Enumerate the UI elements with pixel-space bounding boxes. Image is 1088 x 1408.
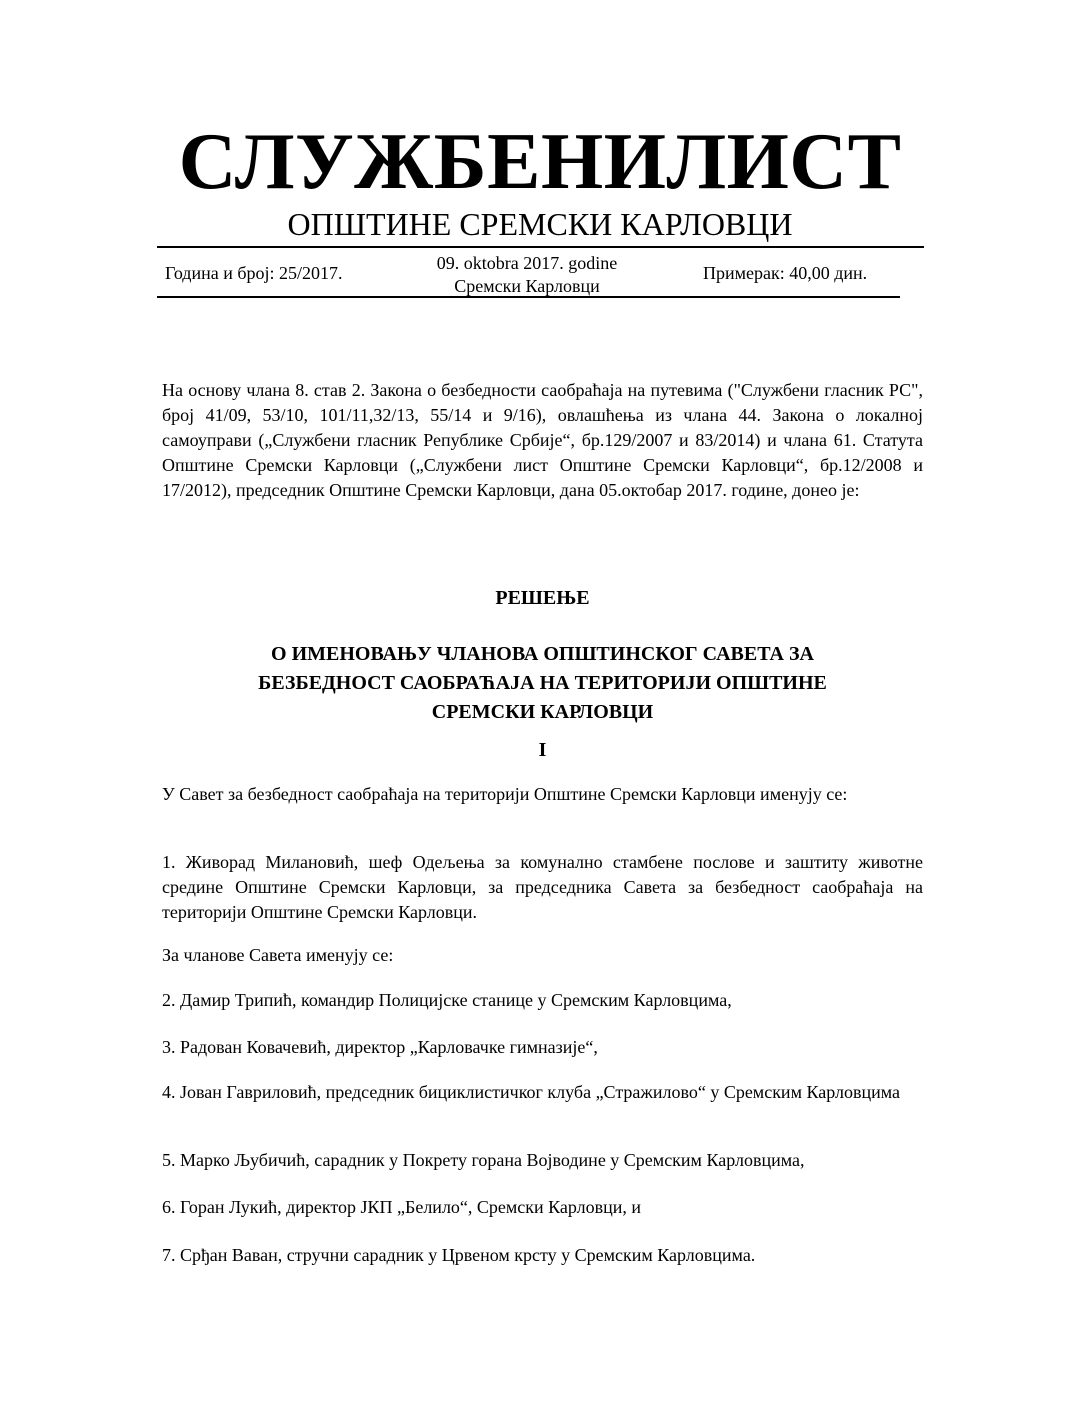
list-item: 7. Срђан Ваван, стручни сарадник у Црвеном крсту у Сремским Карловцима. — [162, 1245, 756, 1265]
issue-date-place — [397, 252, 657, 298]
list-item: 1. Живорад Милановић, шеф Одељења за комунално стамбене послове и заштиту животне средине Општине Сремски Карловци, за председника Савета за безбедност саобраћаја на територији Општине Сремски Карловци. — [162, 852, 923, 922]
section-number: I — [538, 739, 547, 761]
masthead-rule-bottom — [157, 296, 900, 298]
preamble-paragraph: На основу члана 8. став 2. Закона о безбедности саобраћаја на путевима ("Службени гласник РС", број 41/09, 53/10, 101/11,32/13, 55/14 и 9/16), овлашћења из члана 44. Закона о локалној самоуправи („Службени гласник Републике Србије“, бр.129/2007 и 83/2014) и члана 61. Статута Општине Сремски Карловци („Службени лист Општине Сремски Карловци“, бр.12/2008 и 17/2012), председник Општине Сремски Карловци, дана 05.октобар 2017. године, донео је: — [162, 380, 923, 500]
decision-subject — [162, 640, 923, 727]
issue-place: Сремски Карловци — [454, 276, 600, 296]
intro-paragraph: У Савет за безбедност саобраћаја на територији Општине Сремски Карловци именују се: — [162, 784, 848, 804]
members-intro-paragraph: За чланове Савета именују се: — [162, 945, 394, 965]
issue-number: Година и број: 25/2017. — [165, 263, 343, 283]
masthead-subtitle: ОПШТИНЕ СРЕМСКИ КАРЛОВЦИ — [287, 206, 793, 242]
list-item: 5. Марко Љубичић, сарадник у Покрету горана Војводине у Сремским Карловцима, — [162, 1150, 805, 1170]
decision-subject-line: СРЕМСКИ КАРЛОВЦИ — [431, 701, 654, 723]
masthead-title: СЛУЖБЕНИЛИСТ — [178, 118, 902, 206]
issue-date: 09. oktobra 2017. godine — [436, 253, 618, 273]
issue-price: Примерак: 40,00 дин. — [703, 263, 868, 283]
masthead-rule-top — [157, 246, 924, 248]
decision-title: РЕШЕЊЕ — [495, 587, 590, 609]
list-item: 6. Горан Лукић, директор ЈКП „Белило“, Сремски Карловци, и — [162, 1197, 642, 1217]
list-item: 2. Дамир Трипић, командир Полицијске станице у Сремским Карловцима, — [162, 990, 732, 1010]
list-item: 3. Радован Ковачевић, директор „Карловачке гимназије“, — [162, 1037, 598, 1057]
decision-subject-line: БЕЗБЕДНОСТ САОБРАЋАЈА НА ТЕРИТОРИЈИ ОПШТИНЕ — [258, 672, 827, 694]
list-item: 4. Јован Гавриловић, председник бициклистичког клуба „Стражилово“ у Сремским Карловцима — [162, 1082, 900, 1102]
decision-subject-line: О ИМЕНОВАЊУ ЧЛАНОВА ОПШТИНСКОГ САВЕТА ЗА — [271, 643, 814, 665]
